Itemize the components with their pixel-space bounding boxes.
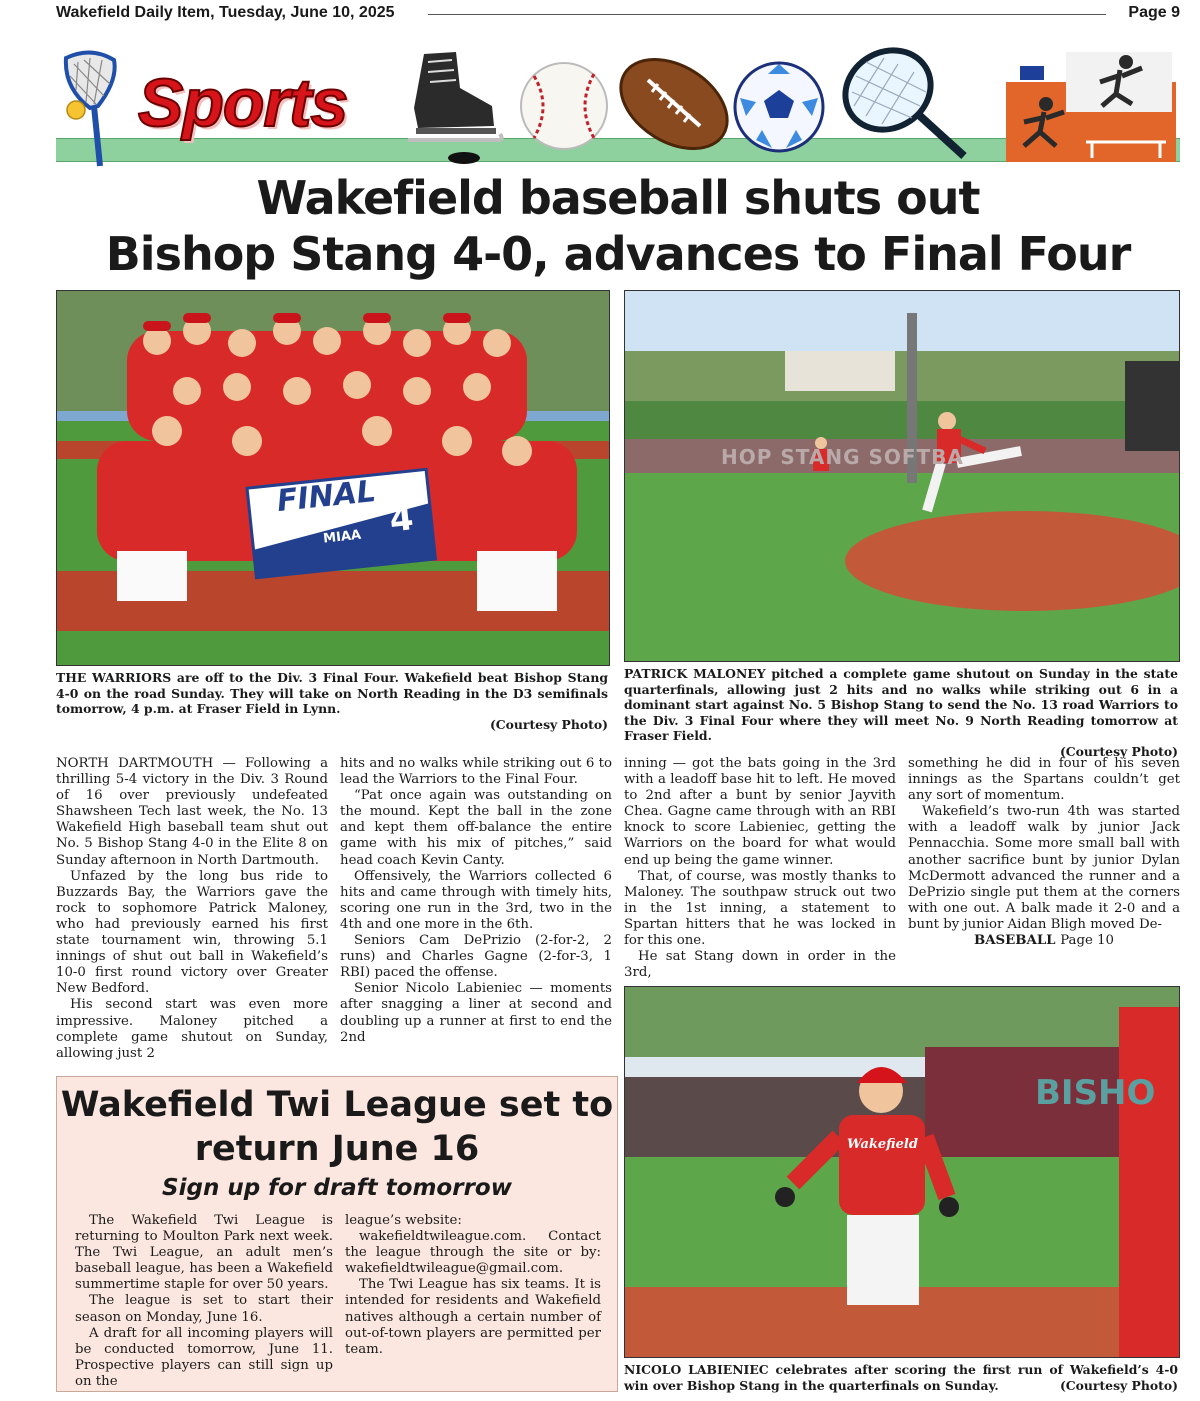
section-title: Sports [138, 65, 348, 141]
team-photo-caption-text: THE WARRIORS are off to the Div. 3 Final Four. Wakefield beat Bishop Stang 4-0 on the road Sunday. They will take on North Reading in the D3 semifinals tomorrow, 4 p.m. at Fraser Field in Lynn. [56, 670, 608, 717]
celebration-photo [624, 986, 1180, 1358]
celebration-photo-caption [624, 1362, 1178, 1393]
article-paragraph: NORTH DARTMOUTH — Following a thrilling 5-4 victory in the Div. 3 Round of 16 over previously undefeated Shawsheen Tech last week, the No. 13 Wakefield High baseball team shut out No. 5 Bishop Stang 4-0 in the Elite 8 on Sunday afternoon in North Dartmouth. [56, 756, 328, 868]
banner-word: FINAL [275, 473, 378, 520]
final-four-banner [253, 462, 441, 570]
article-paragraph: He sat Stang down in order in the 3rd, [624, 949, 896, 981]
banner-org: MIAA [322, 527, 362, 547]
baseball-icon [518, 60, 610, 152]
hockey-skate-icon [394, 48, 504, 166]
twi-paragraph: wakefieldtwileague.com. Contact the league through the site or by: wakefieldtwileague@gmail.com. [345, 1229, 601, 1277]
article-column-4 [908, 756, 1180, 949]
article-paragraph: inning — got the bats going in the 3rd with a leadoff base hit to left. He moved to 2nd after a bunt by senior Jayvith Chea. Gagne came through with an RBI knock to score Labieniec, getting the Warriors on the board for what would end up being the game winner. [624, 756, 896, 868]
twi-headline-line-2: return June 16 [194, 1129, 480, 1169]
twi-column-1 [75, 1213, 333, 1390]
article-column-2 [340, 756, 612, 1046]
continued-jump-line[interactable] [908, 933, 1180, 949]
twi-league-box [56, 1076, 618, 1392]
twi-column-2 [345, 1213, 601, 1358]
article-paragraph: Offensively, the Warriors collected 6 hits and came through with timely hits, scoring one run in the 3rd, two in the 4th and one more in the 6th. [340, 868, 612, 932]
lacrosse-stick-icon [56, 50, 126, 168]
soccer-ball-icon [732, 60, 826, 154]
twi-paragraph: A draft for all incoming players will be conducted tomorrow, June 11. Prospective players can still sign up on the [75, 1325, 333, 1389]
twi-league-headline [57, 1083, 617, 1171]
celebration-wall-text: BISHO [1035, 1073, 1156, 1113]
jump-page: Page 10 [1060, 933, 1114, 949]
sports-banner [56, 40, 1180, 162]
article-column-3 [624, 756, 896, 981]
main-headline [56, 170, 1180, 282]
celebration-photo-caption-text: NICOLO LABIENIEC celebrates after scoring the first run of Wakefield’s 4-0 win over Bishop Stang in the quarterfinals on Sunday. [624, 1362, 1178, 1393]
pitcher-wall-text: HOP STANG SOFTBA [721, 445, 964, 469]
article-paragraph: Wakefield’s two-run 4th was started with a leadoff walk by junior Jack Pennacchia. Some more small ball with another sacrifice bunt by junior Dylan McDermott advanced the runner and a DePrizio single put them at the corners with one out. A balk made it 2-0 and a bunt by junior Aidan Bligh moved De- [908, 804, 1180, 932]
pitcher-photo-caption [624, 666, 1178, 760]
pitcher-photo-art [625, 291, 1179, 661]
tennis-racket-icon [836, 46, 972, 162]
headline-line-1: Wakefield baseball shuts out [256, 171, 980, 225]
twi-paragraph: The league is set to start their season on Monday, June 16. [75, 1293, 333, 1325]
article-paragraph: “Pat once again was outstanding on the mound. Kept the ball in the zone and kept them off-balance the entire game with his mix of pitches,” said head coach Kevin Canty. [340, 788, 612, 868]
twi-paragraph: league’s website: [345, 1213, 462, 1228]
team-photo-credit: (Courtesy Photo) [489, 716, 608, 732]
masthead-date: Wakefield Daily Item, Tuesday, June 10, 2025 [56, 4, 395, 21]
pitcher-photo-caption-text: PATRICK MALONEY pitched a complete game shutout on Sunday in the state quarterfinals, allowing just 2 hits and no walks while striking out 6 in a dominant start against No. 5 Bishop Stang to send the No. 13 road Warriors to the Div. 3 Final Four where they will meet No. 9 North Reading tomorrow at Fraser Field. [624, 666, 1178, 744]
pitcher-photo [624, 290, 1180, 662]
headline-line-2: Bishop Stang 4-0, advances to Final Four [105, 227, 1131, 281]
article-paragraph: His second start was even more impressive. Maloney pitched a complete game shutout on Sunday, allowing just 2 [56, 997, 328, 1061]
article-paragraph: Senior Nicolo Labieniec — moments after snagging a liner at second and doubling up a runner at first to end the 2nd [340, 981, 612, 1045]
article-column-1 [56, 756, 328, 1062]
team-photo [56, 290, 610, 666]
twi-paragraph: The Wakefield Twi League is returning to Moulton Park next week. The Twi League, an adult men’s baseball league, has been a Wakefield summertime staple for over 50 years. [75, 1213, 333, 1293]
article-paragraph: Seniors Cam DePrizio (2-for-2, 2 runs) and Charles Gagne (2-for-3, 1 RBI) paced the offense. [340, 933, 612, 981]
article-paragraph: something he did in four of his seven innings as the Spartans couldn’t get any sort of momentum. [908, 756, 1180, 804]
football-icon [612, 44, 736, 162]
celebration-jersey-text: Wakefield [847, 1137, 918, 1152]
banner-number: 4 [387, 498, 416, 541]
jump-word: BASEBALL [973, 933, 1056, 949]
article-paragraph: hits and no walks while striking out 6 to lead the Warriors to the Final Four. [340, 756, 612, 788]
celebration-photo-credit: (Courtesy Photo) [1059, 1377, 1178, 1393]
pitcher-photo-credit: (Courtesy Photo) [1059, 743, 1178, 759]
masthead-rule [428, 14, 1106, 15]
twi-paragraph: The Twi League has six teams. It is intended for residents and Wakefield natives although a certain number of out-of-town players are permitted per team. [345, 1277, 601, 1357]
team-photo-caption [56, 670, 608, 732]
page-number: Page 9 [1128, 4, 1180, 21]
celebration-photo-art [625, 987, 1179, 1357]
masthead [56, 4, 1180, 26]
article-paragraph: That, of course, was mostly thanks to Maloney. The southpaw struck out two in the 1st inning, a statement to Spartan hitters that he was locked in for this one. [624, 868, 896, 949]
track-athletes-icon [1006, 46, 1176, 162]
twi-headline-line-1: Wakefield Twi League set to [60, 1085, 614, 1125]
article-paragraph: Unfazed by the long bus ride to Buzzards Bay, the Warriors gave the rock to sophomore Patrick Maloney, who had previously earned his first state tournament win, throwing 5.1 innings of shut out ball in Wakefield’s 10-0 first round victory over Greater New Bedford. [56, 868, 328, 997]
twi-league-subheadline: Sign up for draft tomorrow [162, 1175, 512, 1201]
